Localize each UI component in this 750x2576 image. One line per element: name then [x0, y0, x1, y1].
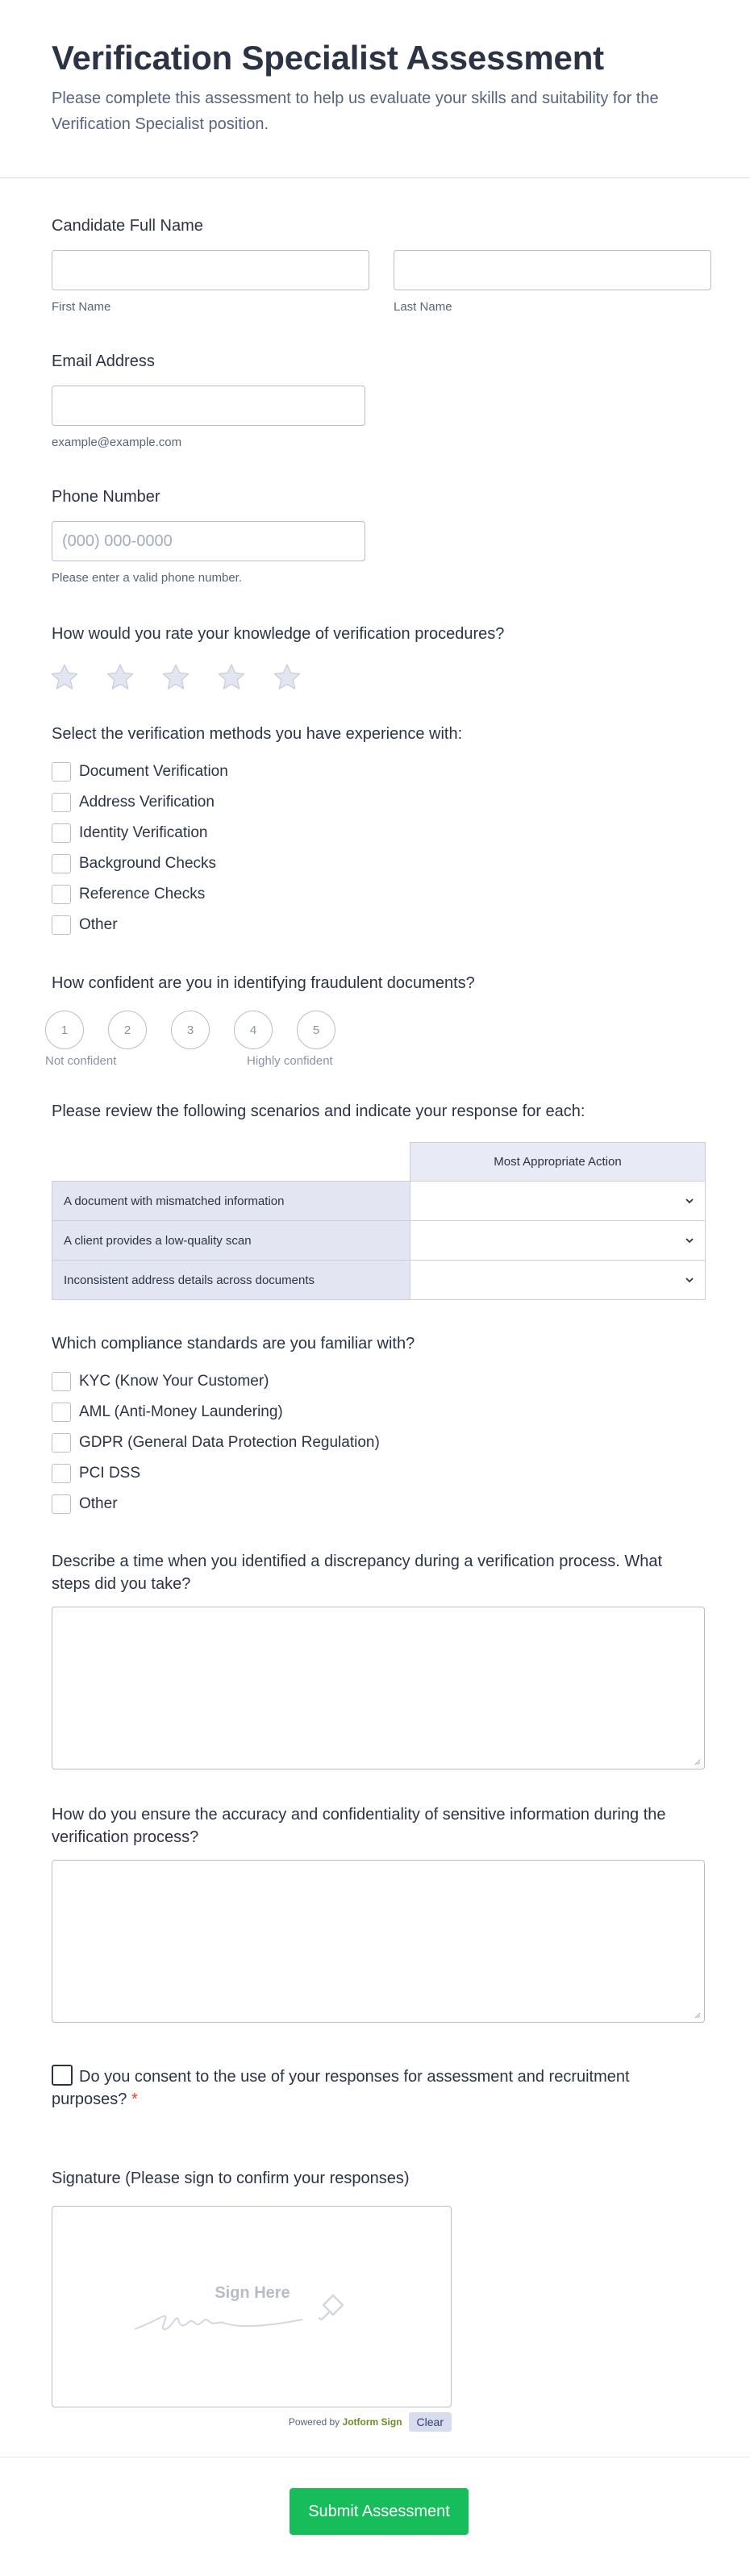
scale-option[interactable]: 1	[45, 1011, 84, 1049]
checkbox-label: Other	[79, 916, 118, 933]
phone-sublabel: Please enter a valid phone number.	[52, 571, 242, 585]
discrepancy-textarea[interactable]	[52, 1607, 705, 1769]
checkbox-label: GDPR (General Data Protection Regulation)	[79, 1434, 380, 1451]
scale-option[interactable]: 5	[297, 1011, 335, 1049]
required-asterisk: *	[131, 2090, 138, 2108]
form-header	[0, 0, 750, 178]
checkbox-label: KYC (Know Your Customer)	[79, 1373, 269, 1390]
scale-option[interactable]: 4	[234, 1011, 273, 1049]
chevron-down-icon	[684, 1195, 695, 1207]
matrix-row-label: A client provides a low-quality scan	[52, 1221, 410, 1261]
jotform-sign-brand: Jotform Sign	[342, 2416, 402, 2428]
methods-checklist	[52, 757, 462, 940]
checkbox-label: Identity Verification	[79, 824, 208, 841]
name-label: Candidate Full Name	[52, 217, 203, 235]
checkbox-option[interactable]	[52, 879, 462, 910]
star-icon[interactable]	[104, 661, 136, 694]
accuracy-section	[52, 1803, 705, 2023]
checkbox-option[interactable]	[52, 1428, 415, 1458]
email-input[interactable]	[52, 386, 365, 426]
scale-option[interactable]: 2	[108, 1011, 147, 1049]
signature-section	[52, 2167, 452, 2432]
first-name-sublabel: First Name	[52, 300, 111, 314]
scale-high-label: Highly confident	[247, 1054, 333, 1068]
discrepancy-section	[52, 1550, 705, 1769]
checkbox-option[interactable]	[52, 1489, 415, 1519]
checkbox-label: PCI DSS	[79, 1465, 141, 1482]
phone-input[interactable]: (000) 000-0000	[52, 521, 365, 561]
checkbox[interactable]	[52, 1464, 71, 1483]
phone-section	[52, 486, 365, 585]
submit-button[interactable]: Submit Assessment	[290, 2488, 469, 2535]
signature-pad[interactable]	[52, 2206, 452, 2407]
consent-section	[52, 2065, 705, 2111]
scenario-matrix	[52, 1142, 706, 1300]
scenarios-section	[52, 1100, 706, 1300]
consent-label: Do you consent to the use of your responses for assessment and recruitment purposes?	[52, 2068, 630, 2108]
matrix-row	[52, 1182, 706, 1221]
star-icon[interactable]	[271, 661, 303, 694]
powered-by-text: Powered by Jotform Sign	[288, 2416, 402, 2428]
signature-placeholder-text: Sign Here	[215, 2284, 290, 2302]
checkbox-label: Address Verification	[79, 794, 215, 811]
resize-handle-icon[interactable]	[693, 1757, 701, 1765]
signature-footer	[52, 2412, 452, 2432]
confidence-label: How confident are you in identifying fraudulent documents?	[52, 974, 475, 992]
chevron-down-icon	[684, 1235, 695, 1246]
action-dropdown[interactable]	[410, 1221, 706, 1261]
checkbox-option[interactable]	[52, 1397, 415, 1428]
page-description: Please complete this assessment to help us evaluate your skills and suitability for the Verification Specialist position.	[52, 90, 659, 133]
first-name-input[interactable]	[52, 250, 369, 290]
matrix-corner	[52, 1143, 410, 1182]
checkbox[interactable]	[52, 1372, 71, 1391]
confidence-scale	[45, 1011, 475, 1049]
methods-label: Select the verification methods you have experience with:	[52, 725, 463, 743]
clear-signature-button[interactable]: Clear	[409, 2412, 452, 2432]
email-label: Email Address	[52, 352, 155, 370]
checkbox-label: Background Checks	[79, 855, 217, 872]
methods-section	[52, 723, 462, 940]
star-icon[interactable]	[215, 661, 248, 694]
accuracy-textarea[interactable]	[52, 1860, 705, 2023]
star-rating	[48, 661, 504, 694]
consent-checkbox[interactable]	[52, 2065, 73, 2086]
checkbox[interactable]	[52, 823, 71, 843]
email-section	[52, 350, 365, 449]
checkbox-label: AML (Anti-Money Laundering)	[79, 1403, 283, 1420]
checkbox[interactable]	[52, 854, 71, 873]
star-icon[interactable]	[160, 661, 192, 694]
checkbox[interactable]	[52, 1494, 71, 1514]
rating-label: How would you rate your knowledge of verification procedures?	[52, 625, 505, 643]
checkbox-option[interactable]	[52, 818, 462, 848]
matrix-row	[52, 1221, 706, 1261]
last-name-input[interactable]	[394, 250, 711, 290]
matrix-column-header: Most Appropriate Action	[410, 1143, 706, 1182]
resize-handle-icon[interactable]	[693, 2011, 701, 2019]
checkbox-option[interactable]	[52, 1458, 415, 1489]
checkbox-label: Document Verification	[79, 763, 228, 780]
accuracy-label: How do you ensure the accuracy and confidentiality of sensitive information during the verification process?	[52, 1806, 666, 1846]
signature-label: Signature (Please sign to confirm your responses)	[52, 2170, 410, 2187]
compliance-checklist	[52, 1366, 415, 1519]
action-dropdown[interactable]	[410, 1261, 706, 1300]
chevron-down-icon	[684, 1274, 695, 1286]
phone-label: Phone Number	[52, 488, 160, 506]
checkbox[interactable]	[52, 1433, 71, 1453]
checkbox-option[interactable]	[52, 848, 462, 879]
checkbox[interactable]	[52, 915, 71, 935]
scenarios-label: Please review the following scenarios and indicate your response for each:	[52, 1103, 585, 1120]
checkbox-option[interactable]	[52, 757, 462, 787]
last-name-sublabel: Last Name	[394, 300, 452, 314]
checkbox-option[interactable]	[52, 1366, 415, 1397]
checkbox-label: Other	[79, 1495, 118, 1512]
checkbox-option[interactable]	[52, 787, 462, 818]
checkbox[interactable]	[52, 1403, 71, 1422]
scale-option[interactable]: 3	[171, 1011, 210, 1049]
discrepancy-label: Describe a time when you identified a discrepancy during a verification process. What steps did you take?	[52, 1553, 663, 1593]
star-icon[interactable]	[48, 661, 81, 694]
compliance-label: Which compliance standards are you familiar with?	[52, 1335, 415, 1353]
page-title: Verification Specialist Assessment	[52, 39, 604, 77]
checkbox-label: Reference Checks	[79, 886, 206, 902]
confidence-section	[45, 972, 475, 1070]
email-sublabel: example@example.com	[52, 436, 182, 449]
compliance-section	[52, 1332, 415, 1519]
checkbox-option[interactable]	[52, 910, 462, 940]
matrix-row-label: Inconsistent address details across documents	[52, 1261, 410, 1300]
checkbox[interactable]	[52, 885, 71, 904]
action-dropdown[interactable]	[410, 1182, 706, 1221]
name-section	[52, 215, 711, 314]
checkbox[interactable]	[52, 762, 71, 782]
rating-section	[52, 623, 504, 694]
scale-low-label: Not confident	[45, 1054, 117, 1068]
matrix-row	[52, 1261, 706, 1300]
checkbox[interactable]	[52, 793, 71, 812]
matrix-row-label: A document with mismatched information	[52, 1182, 410, 1221]
